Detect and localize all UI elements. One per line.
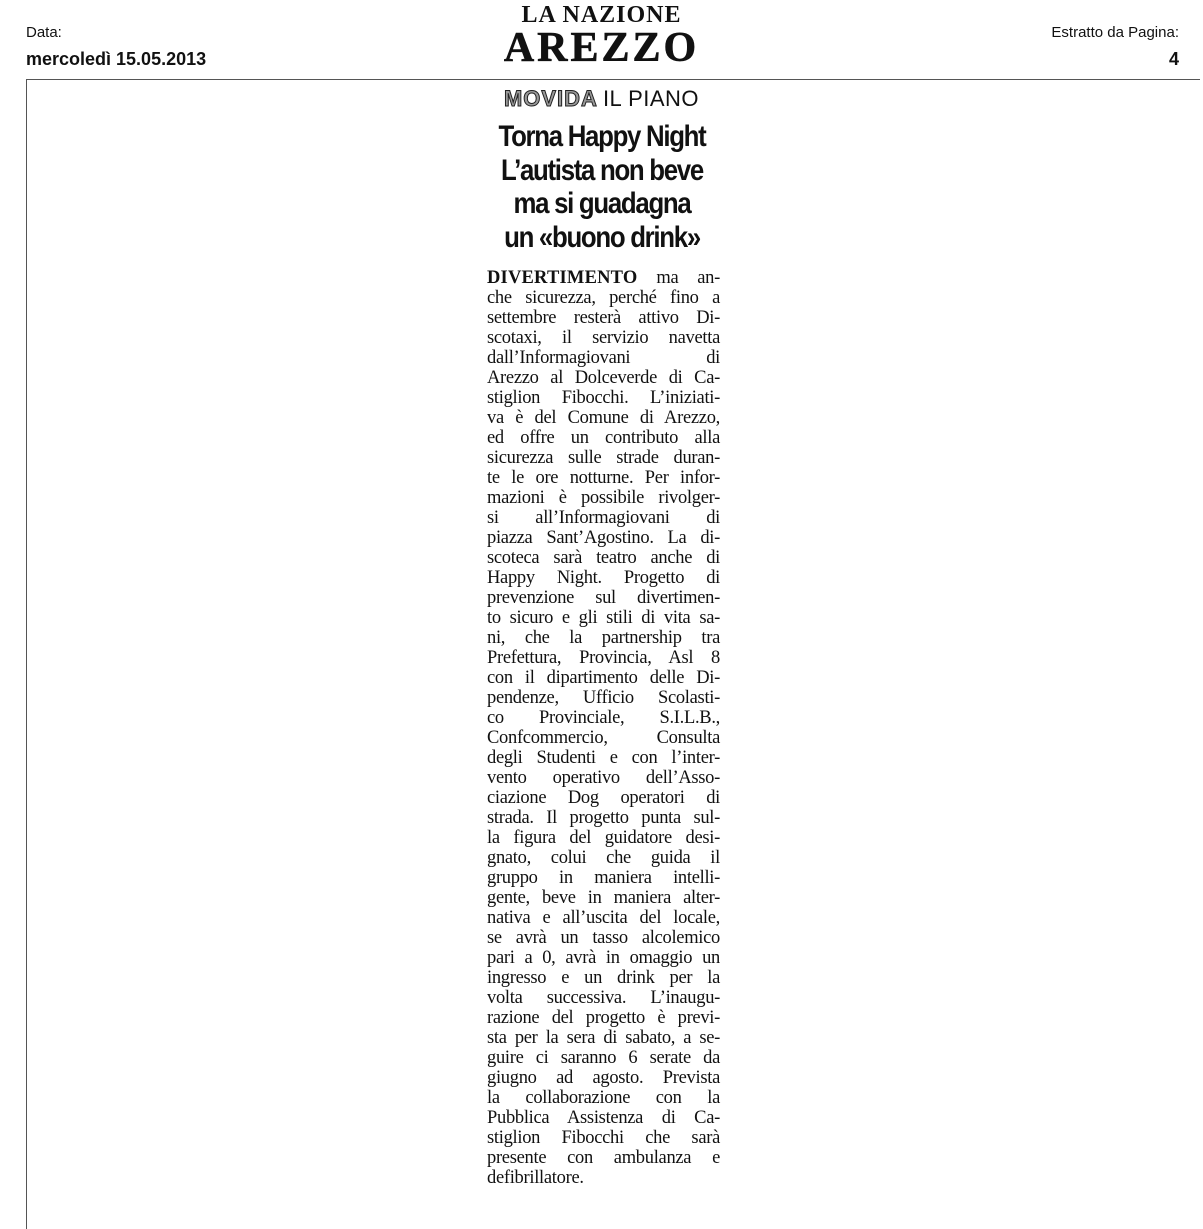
body-line: scoteca sarà teatro anche di [487,548,720,568]
body-line: prevenzione sul divertimen- [487,588,720,608]
body-line: dall’Informagiovani di [487,348,720,368]
page-number: 4 [1168,49,1179,69]
body-line: con il dipartimento delle Di- [487,668,720,688]
body-line: defibrillatore. [487,1168,584,1188]
article-kicker [0,86,1203,112]
body-line: se avrà un tasso alcolemico [487,928,720,948]
body-line-text: ma an- [637,268,720,288]
body-line: sicurezza sulle strade duran- [487,448,720,468]
body-line: stiglion Fibocchi che sarà [487,1128,720,1148]
body-line: mazioni è possibile rivolger- [487,488,720,508]
body-line: la collaborazione con la [487,1088,720,1108]
body-line: che sicurezza, perché fino a [487,288,720,308]
body-line: scotaxi, il servizio navetta [487,328,720,348]
body-line: giugno ad agosto. Prevista [487,1068,720,1088]
body-line: ciazione Dog operatori di [487,788,720,808]
body-line: sta per la sera di sabato, a se- [487,1028,720,1048]
body-line: ed offre un contributo alla [487,428,720,448]
body-line: pari a 0, avrà in omaggio un [487,948,720,968]
body-line: ni, che la partnership tra [487,628,720,648]
body-line: settembre resterà attivo Di- [487,308,720,328]
body-line: co Provinciale, S.I.L.B., [487,708,720,728]
masthead-edition-name: AREZZO [503,25,700,71]
masthead-newspaper-name: LA NAZIONE [521,2,682,28]
body-line: te le ore notturne. Per infor- [487,468,720,488]
body-line: Confcommercio, Consulta [487,728,720,748]
headline-line: ma si guadagna [513,187,691,220]
body-line [487,268,720,288]
masthead [0,2,1203,71]
body-line: si all’Informagiovani di [487,508,720,528]
body-line: razione del progetto è previ- [487,1008,720,1028]
kicker-topic: IL PIANO [602,86,700,111]
body-line: degli Studenti e con l’inter- [487,748,720,768]
body-line: gnato, colui che guida il [487,848,720,868]
body-line: vento operativo dell’Asso- [487,768,720,788]
body-line: gente, beve in maniera alter- [487,888,720,908]
body-line: volta successiva. L’inaugu- [487,988,720,1008]
date-label: Data: [26,24,62,41]
body-line: guire ci saranno 6 serate da [487,1048,720,1068]
body-line: ingresso e un drink per la [487,968,720,988]
kicker-section: MOVIDA [503,86,598,111]
body-line: Prefettura, Provincia, Asl 8 [487,648,720,668]
body-line: Happy Night. Progetto di [487,568,720,588]
body-line: pendenze, Ufficio Scolasti- [487,688,720,708]
body-line: nativa e all’uscita del locale, [487,908,720,928]
headline-line: Torna Happy Night [498,120,706,153]
body-line: to sicuro e gli stili di vita sa- [487,608,720,628]
body-line: Pubblica Assistenza di Ca- [487,1108,720,1128]
body-line: la figura del guidatore desi- [487,828,720,848]
headline-line: L’autista non beve [501,153,703,187]
body-line: presente con ambulanza e [487,1148,720,1168]
lead-word: DIVERTIMENTO [487,268,638,288]
article-headline [463,120,742,254]
article-body [487,268,720,1188]
body-line: piazza Sant’Agostino. La di- [487,528,720,548]
body-line: va è del Comune di Arezzo, [487,408,720,428]
body-line: stiglion Fibocchi. L’iniziati- [487,388,720,408]
body-line: strada. Il progetto punta sul- [487,808,720,828]
headline-line: un «buono drink» [504,220,700,254]
page-label: Estratto da Pagina: [1051,24,1179,41]
body-line: Arezzo al Dolceverde di Ca- [487,368,720,388]
body-line: gruppo in maniera intelli- [487,868,720,888]
date-value: mercoledì 15.05.2013 [26,49,207,69]
